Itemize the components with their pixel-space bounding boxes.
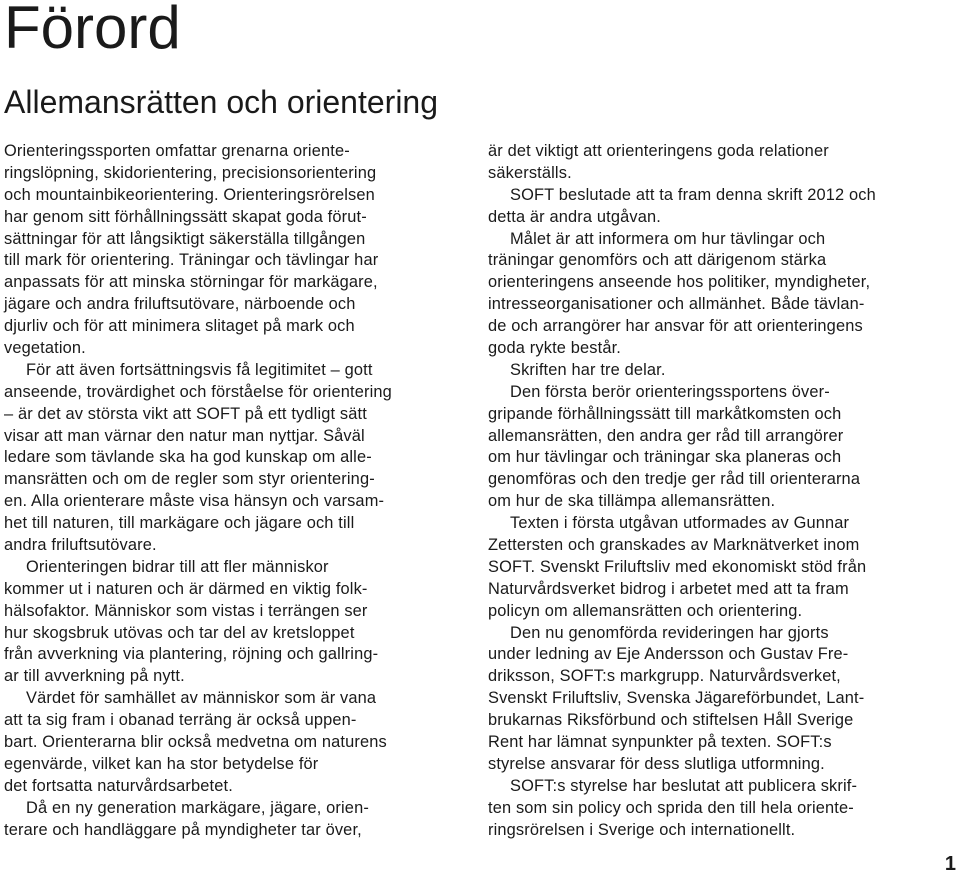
text-line: hälsofaktor. Människor som vistas i terrängen ser — [4, 601, 368, 620]
text-line: att ta sig fram i obanad terräng är också uppen- — [4, 711, 357, 730]
text-line: Rent har lämnat synpunkter på texten. SOFT:s — [488, 733, 832, 752]
text-line: het till naturen, till markägare och jägare och till — [4, 514, 355, 533]
text-line: egenvärde, vilket kan ha stor betydelse för — [4, 754, 319, 773]
text-line: driksson, SOFT:s markgrupp. Naturvårdsverket, — [488, 667, 841, 686]
text-line: djurliv och för att minimera slitaget på mark och — [4, 317, 355, 336]
text-line: policyn om allemansrätten och orientering. — [488, 601, 803, 620]
text-line: under ledning av Eje Andersson och Gustav Fre- — [488, 645, 849, 664]
text-line: detta är andra utgåvan. — [488, 207, 661, 226]
text-line: – är det av största vikt att SOFT på ett tydligt sätt — [4, 404, 367, 423]
text-line: om hur tävlingar och träningar ska planeras och — [488, 448, 842, 467]
text-line: mansrätten och om de regler som styr orientering- — [4, 470, 375, 489]
text-line: anpassats för att minska störningar för markägare, — [4, 273, 378, 292]
text-line: från avverkning via plantering, röjning och gallring- — [4, 645, 379, 664]
text-line: är det viktigt att orienteringens goda relationer — [488, 142, 829, 160]
text-line: sättningar för att långsiktigt säkerställa tillgången — [4, 229, 366, 248]
text-line: goda rykte består. — [488, 339, 621, 358]
section-heading: Allemansrätten och orientering — [4, 84, 439, 120]
text-line: ten som sin policy och sprida den till hela oriente- — [488, 798, 854, 817]
text-line: Texten i första utgåvan utformades av Gunnar — [510, 514, 850, 533]
text-line: genomföras och den tredje ger råd till orienterarna — [488, 470, 861, 489]
text-line: allemansrätten, den andra ger råd till arrangörer — [488, 426, 844, 445]
text-line: Den nu genomförda revideringen har gjorts — [510, 623, 829, 642]
text-line: Orienteringssporten omfattar grenarna oriente- — [4, 142, 350, 160]
text-line: SOFT:s styrelse har beslutat att publicera skrif- — [510, 776, 858, 795]
page-number: 1 — [944, 853, 956, 875]
text-line: bart. Orienterarna blir också medvetna om naturens — [4, 733, 387, 752]
text-line: För att även fortsättningsvis få legitimitet – gott — [26, 360, 373, 379]
text-line: Zettersten och granskades av Marknätverket inom — [488, 536, 860, 555]
text-line: Svenskt Friluftsliv, Svenska Jägareförbundet, Lant- — [488, 689, 865, 708]
text-line: anseende, trovärdighet och förståelse för orientering — [4, 382, 392, 401]
text-line: Naturvårdsverket bidrog i arbetet med att ta fram — [488, 579, 849, 598]
text-line: det fortsatta naturvårdsarbetet. — [4, 776, 233, 795]
text-line: visar att man värnar den natur man nyttjar. Såväl — [4, 426, 365, 445]
page-title: Förord — [4, 0, 181, 61]
text-line: brukarnas Riksförbund och stiftelsen Håll Sverige — [488, 711, 854, 730]
text-line: gripande förhållningssätt till markåtkomsten och — [488, 404, 842, 423]
text-line: ringsrörelsen i Sverige och internationellt. — [488, 820, 796, 839]
text-line: en. Alla orienterare måste visa hänsyn och varsam- — [4, 492, 385, 511]
text-line: Värdet för samhället av människor som är vana — [26, 689, 377, 708]
text-line: Den första berör orienteringssportens över- — [510, 382, 830, 401]
text-line: har genom sitt förhållningssätt skapat goda förut- — [4, 207, 367, 226]
text-line: och mountainbikeorientering. Orienteringsrörelsen — [4, 185, 375, 204]
text-line: vegetation. — [4, 339, 86, 358]
text-line: träningar genomförs och att därigenom stärka — [488, 251, 827, 270]
text-line: till mark för orientering. Träningar och tävlingar har — [4, 251, 379, 270]
text-line: om hur de ska tillämpa allemansrätten. — [488, 492, 776, 511]
text-line: de och arrangörer har ansvar för att orienteringens — [488, 317, 863, 336]
text-line: orienteringens anseende hos politiker, myndigheter, — [488, 273, 871, 292]
text-line: Skriften har tre delar. — [510, 360, 666, 379]
text-line: Målet är att informera om hur tävlingar och — [510, 229, 826, 248]
text-line: SOFT beslutade att ta fram denna skrift 2012 och — [510, 185, 876, 204]
text-line: ringslöpning, skidorientering, precisionsorientering — [4, 163, 377, 182]
text-line: Orienteringen bidrar till att fler människor — [26, 557, 329, 576]
text-line: styrelse ansvarar för dess slutliga utformning. — [488, 754, 825, 773]
text-line: SOFT. Svenskt Friluftsliv med ekonomiskt stöd från — [488, 557, 867, 576]
left-text-column — [4, 141, 474, 842]
text-line: ar till avverkning på nytt. — [4, 667, 185, 686]
text-line: kommer ut i naturen och är därmed en viktig folk- — [4, 579, 368, 598]
text-line: intresseorganisationer och allmänhet. Både tävlan- — [488, 295, 865, 314]
text-line: terare och handläggare på myndigheter tar över, — [4, 820, 362, 839]
text-line: Då en ny generation markägare, jägare, orien- — [26, 798, 369, 817]
text-line: jägare och andra friluftsutövare, närboende och — [4, 295, 356, 314]
right-text-column — [488, 141, 958, 842]
text-line: hur skogsbruk utövas och tar del av kretsloppet — [4, 623, 355, 642]
text-line: ledare som tävlande ska ha god kunskap om alle- — [4, 448, 372, 467]
text-line: andra friluftsutövare. — [4, 536, 157, 555]
text-line: säkerställs. — [488, 163, 572, 182]
